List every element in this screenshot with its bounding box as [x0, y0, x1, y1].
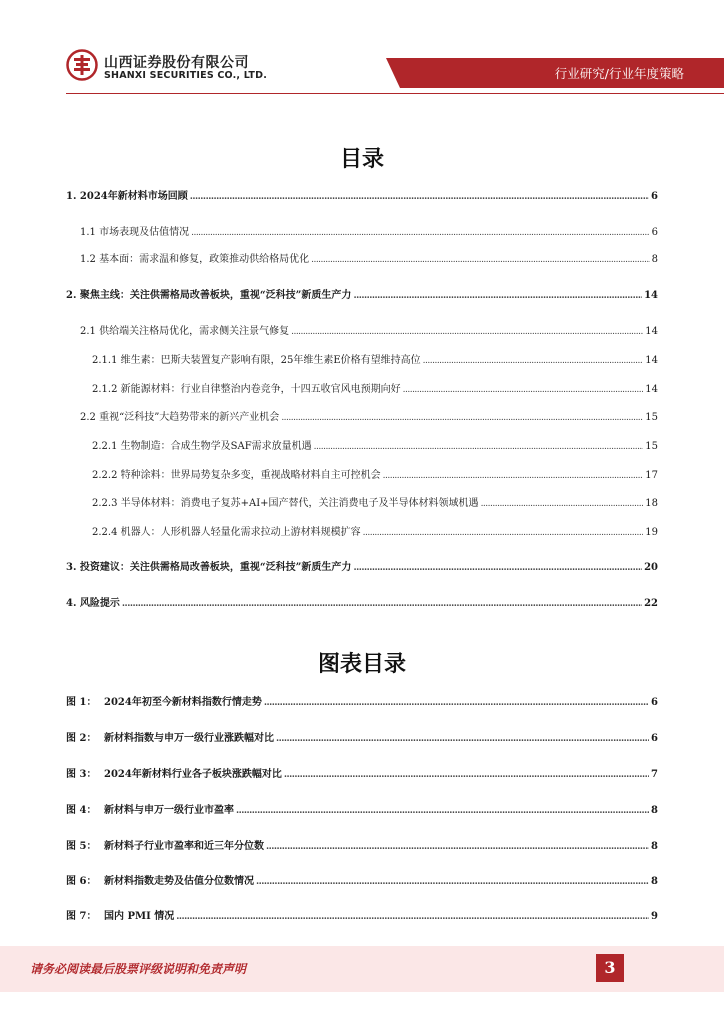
toc-title: 目录: [339, 147, 384, 172]
report-type-label: 行业研究/行业年度策略: [554, 66, 684, 81]
figure-entry[interactable]: [66, 872, 658, 886]
figure-entry[interactable]: [66, 765, 658, 779]
figure-entry-page: 8: [651, 805, 658, 816]
toc-entry-page: 17: [645, 470, 658, 481]
toc-entry[interactable]: [80, 223, 658, 237]
figure-entry-label: 新材料指数与申万一级行业涨跌幅对比: [104, 733, 274, 744]
figure-entry-page: 9: [651, 911, 658, 922]
figure-entry[interactable]: [66, 837, 658, 851]
figure-entry-page: 7: [651, 769, 658, 780]
figure-entry-label: 新材料子行业市盈率和近三年分位数: [104, 841, 264, 852]
figure-entry-label: 国内 PMI 情况: [104, 911, 175, 922]
toc-entry[interactable]: [80, 250, 658, 264]
toc-entry-page: 15: [645, 441, 658, 452]
figure-entry-label: 新材料与申万一级行业市盈率: [104, 805, 234, 816]
toc-entry-label: 2.2 重视“泛科技”大趋势带来的新兴产业机会: [80, 412, 280, 423]
toc-entry[interactable]: [80, 322, 658, 336]
page-footer: [0, 946, 724, 992]
toc-entry[interactable]: [80, 408, 658, 422]
toc-entry-label: 2. 聚焦主线：关注供需格局改善板块，重视“泛科技”新质生产力: [66, 290, 352, 301]
company-name-cn: 山西证券股份有限公司: [104, 55, 249, 71]
toc-entry-page: 6: [651, 227, 658, 238]
toc-entry[interactable]: [92, 437, 658, 451]
toc-entry[interactable]: [92, 494, 658, 508]
toc-entry-label: 2.2.2 特种涂料：世界局势复杂多变，重视战略材料自主可控机会: [92, 470, 381, 481]
figure-entry-number: 图 5：: [66, 841, 97, 852]
toc-entry-page: 14: [645, 384, 658, 395]
toc-entry-label: 2.2.3 半导体材料：消费电子复苏+AI+国产替代，关注消费电子及半导体材料领域机遇: [92, 498, 479, 509]
page-header: [0, 0, 724, 96]
toc-entry-label: 2.2.4 机器人：人形机器人轻量化需求拉动上游材料规模扩容: [92, 527, 361, 538]
toc-entry[interactable]: [92, 466, 658, 480]
toc-entry-label: 2.2.1 生物制造：合成生物学及SAF需求放量机遇: [92, 441, 312, 452]
disclaimer-notice: 请务必阅读最后股票评级说明和免责声明: [30, 962, 247, 976]
header-divider: [66, 93, 724, 94]
toc-entry-label: 1.1 市场表现及估值情况: [80, 227, 190, 238]
company-logo-icon: [66, 49, 98, 81]
toc-entry[interactable]: [66, 286, 658, 300]
figure-entry-number: 图 7：: [66, 911, 97, 922]
toc-entry-page: 20: [644, 562, 658, 573]
toc-entry[interactable]: [92, 351, 658, 365]
toc-entry-page: 6: [651, 191, 658, 202]
toc-entry-page: 19: [645, 527, 658, 538]
toc-entry[interactable]: [66, 594, 658, 608]
toc-entry-label: 1.2 基本面：需求温和修复，政策推动供给格局优化: [80, 254, 310, 265]
figure-entry-label: 2024年初至今新材料指数行情走势: [104, 697, 262, 708]
figure-list-title: 图表目录: [317, 652, 406, 677]
toc-entry[interactable]: [66, 187, 658, 201]
toc-entry-label: 3. 投资建议：关注供需格局改善板块，重视“泛科技”新质生产力: [66, 562, 352, 573]
toc-entry-label: 2.1.2 新能源材料：行业自律整治内卷竞争，十四五收官风电预期向好: [92, 384, 401, 395]
toc-entry-page: 14: [645, 326, 658, 337]
toc-entry-label: 2.1 供给端关注格局优化，需求侧关注景气修复: [80, 326, 290, 337]
toc-entry-page: 14: [644, 290, 658, 301]
toc-entry-page: 15: [645, 412, 658, 423]
toc-entry-label: 1. 2024年新材料市场回顾: [66, 191, 188, 202]
figure-entry[interactable]: [66, 907, 658, 921]
page-number: 3: [596, 954, 624, 982]
figure-entry-page: 8: [651, 876, 658, 887]
toc-entry-page: 14: [645, 355, 658, 366]
figure-entry-number: 图 2：: [66, 733, 97, 744]
figure-entry-number: 图 1：: [66, 697, 97, 708]
toc-entry-page: 22: [644, 598, 658, 609]
figure-entry-label: 新材料指数走势及估值分位数情况: [104, 876, 254, 887]
company-name-en: SHANXI SECURITIES CO., LTD.: [104, 70, 268, 81]
toc-entry-label: 2.1.1 维生素：巴斯夫装置复产影响有限，25年维生素E价格有望维持高位: [92, 355, 421, 366]
toc-entry-page: 18: [645, 498, 658, 509]
header-band-notch: [386, 58, 400, 88]
figure-entry[interactable]: [66, 693, 658, 707]
figure-entry-number: 图 3：: [66, 769, 97, 780]
figure-entry-page: 6: [651, 697, 658, 708]
figure-entry-page: 8: [651, 841, 658, 852]
figure-entry-number: 图 6：: [66, 876, 97, 887]
toc-entry[interactable]: [92, 380, 658, 394]
toc-entry[interactable]: [66, 558, 658, 572]
figure-entry[interactable]: [66, 801, 658, 815]
figure-entry-number: 图 4：: [66, 805, 97, 816]
toc-entry-label: 4. 风险提示: [66, 598, 120, 609]
figure-entry[interactable]: [66, 729, 658, 743]
figure-entry-label: 2024年新材料行业各子板块涨跌幅对比: [104, 769, 282, 780]
toc-entry[interactable]: [92, 523, 658, 537]
toc-entry-page: 8: [651, 254, 658, 265]
figure-entry-page: 6: [651, 733, 658, 744]
